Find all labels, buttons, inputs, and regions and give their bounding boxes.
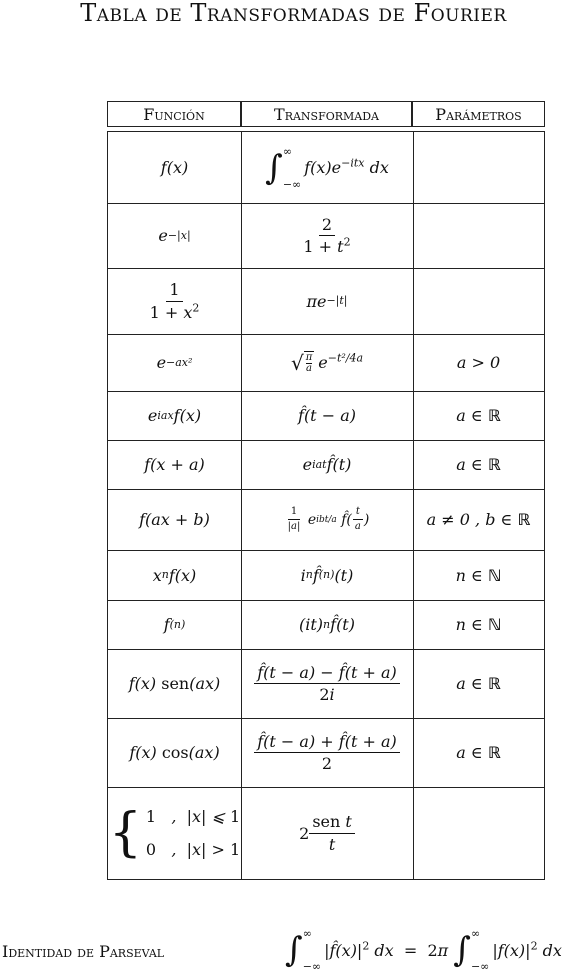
parameter-cell: n ∈ ℕ bbox=[455, 615, 502, 634]
function-cell: e −|x| bbox=[158, 226, 191, 245]
transform-cell: $\frac{1}{|a|}$ e ibt/a f̂( $\frac{t}{a}$ ) bbox=[287, 506, 370, 532]
table-row bbox=[108, 489, 544, 550]
table-row bbox=[108, 718, 544, 787]
transform-cell: (it) n f̂(t) bbox=[299, 615, 355, 634]
parameter-cell: n ∈ ℕ bbox=[455, 565, 502, 585]
table-row bbox=[108, 649, 544, 718]
parameter-cell bbox=[413, 787, 544, 879]
transform-cell: i n f̂ (n) (t) bbox=[300, 565, 354, 585]
table-row bbox=[108, 550, 544, 600]
parameter-cell bbox=[413, 268, 544, 334]
function-cell: e −ax² bbox=[156, 353, 193, 372]
table-row bbox=[108, 440, 544, 489]
parameter-cell: a ∈ ℝ bbox=[456, 674, 501, 693]
function-cell: f (n) bbox=[163, 615, 186, 634]
transform-cell: 2 $\frac{\text{sen t}}{t}$ bbox=[241, 787, 413, 879]
function-cell: f(x) cos (ax) bbox=[129, 743, 220, 762]
transform-cell: $\frac{2}{1 + t^2}$ bbox=[303, 214, 351, 256]
function-cell: f(ax + b) bbox=[139, 510, 210, 529]
transform-cell: √ π a $e^{-t^2/4a}$ bbox=[290, 350, 364, 375]
parameter-cell: a ∈ ℝ bbox=[456, 455, 501, 474]
function-cell: f(x) bbox=[160, 158, 189, 177]
transform-cell: πe −|t| bbox=[306, 291, 348, 311]
table-row bbox=[108, 268, 544, 334]
page-title: Tabla de Transformadas de Fourier bbox=[80, 0, 507, 27]
function-cell: { 1 , |x| ⩽ 1 0 , |x| > 1 bbox=[108, 803, 241, 863]
header-funcion: Función bbox=[107, 101, 241, 127]
table-row bbox=[108, 334, 544, 391]
function-cell: $\frac{1}{1 + x^2}$ bbox=[149, 280, 200, 322]
parameter-cell: a ≠ 0 , b ∈ ℝ bbox=[426, 510, 531, 529]
transform-cell: f̂(t − a) bbox=[298, 406, 356, 425]
parameter-cell: a ∈ ℝ bbox=[456, 743, 501, 762]
parameter-cell: a ∈ ℝ bbox=[456, 406, 501, 425]
transform-cell: ∫ ∞ −∞ $f(x)e^{-itx}$ dx bbox=[265, 144, 389, 191]
parseval-equation: ∫ ∞ −∞ $|f̂(x)|^2$ dx = 2π ∫ ∞ −∞ $|f(x)|^2$ dx bbox=[285, 927, 562, 973]
table-row bbox=[108, 132, 544, 203]
table-row bbox=[108, 391, 544, 440]
transform-cell: e iat f̂(t) bbox=[302, 455, 352, 474]
parameter-cell bbox=[413, 132, 544, 203]
parseval-label: Identidad de Parseval bbox=[2, 942, 165, 961]
function-cell: x n f(x) bbox=[152, 565, 197, 585]
function-cell: f(x) sen (ax) bbox=[128, 674, 221, 693]
transform-cell: $\frac{f̂(t - a) + f̂(t + a)}{2}$ bbox=[241, 718, 413, 787]
header-parametros: Parámetros bbox=[412, 101, 545, 127]
table-row bbox=[108, 787, 544, 879]
function-cell: f(x + a) bbox=[144, 455, 205, 474]
transform-table bbox=[107, 131, 545, 880]
function-cell: e iax f(x) bbox=[147, 406, 202, 425]
parameter-cell bbox=[413, 203, 544, 268]
header-transformada: Transformada bbox=[241, 101, 412, 127]
parameter-cell: a > 0 bbox=[456, 353, 501, 372]
table-row bbox=[108, 203, 544, 268]
transform-cell: $\frac{f̂(t - a) - f̂(t + a)}{2i}$ bbox=[241, 649, 413, 718]
table-row bbox=[108, 600, 544, 649]
